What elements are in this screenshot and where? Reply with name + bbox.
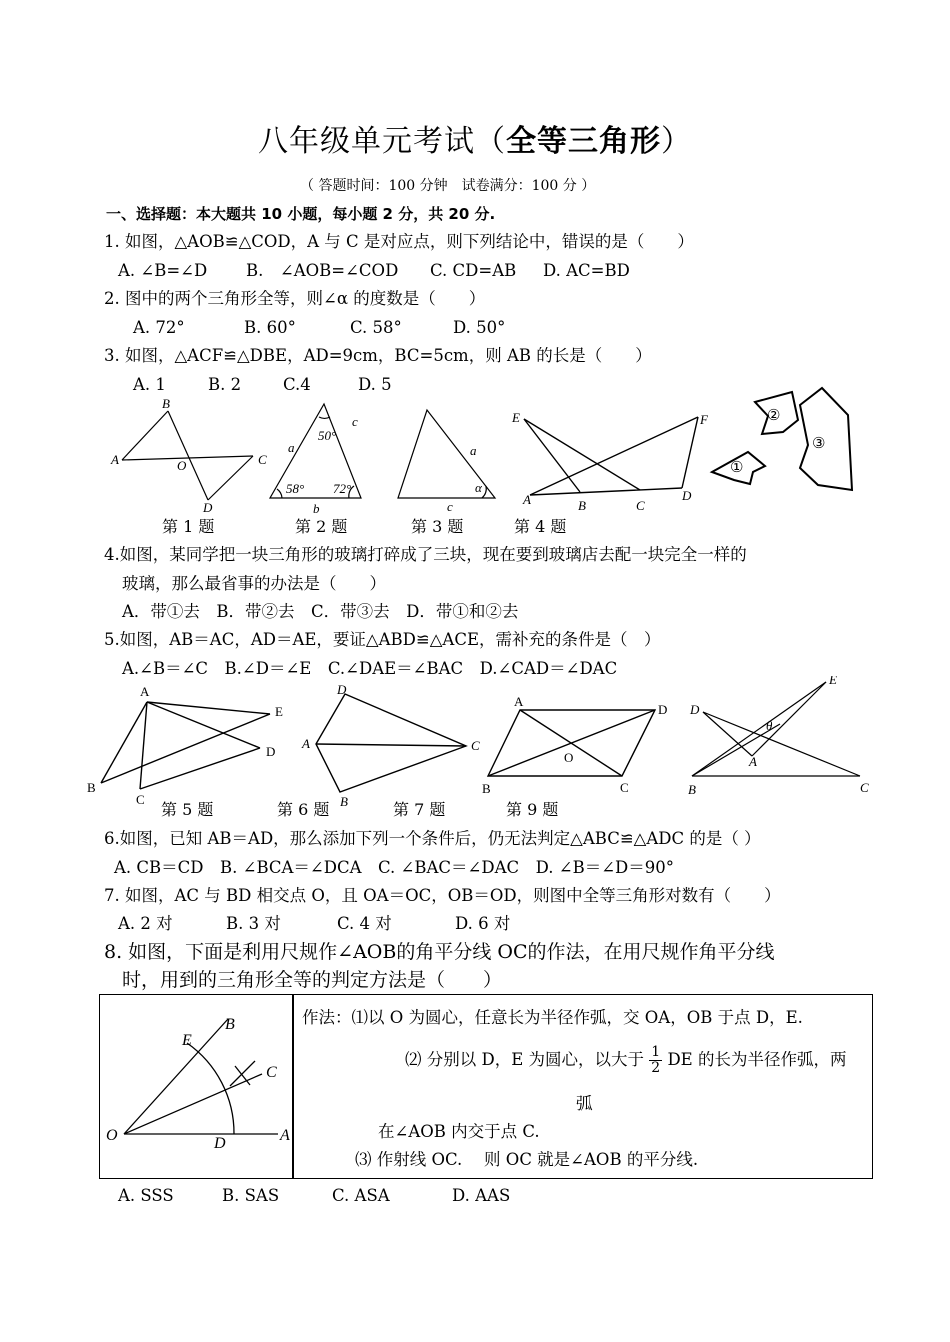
q6-options: A. CB＝CD B. ∠BCA＝∠DCA C. ∠BAC＝∠DAC D. ∠B＝∠D＝90° <box>114 858 675 877</box>
q8-box-divider <box>292 994 294 1179</box>
figures-row-1 <box>0 380 950 540</box>
q1-option-d: D. AC=BD <box>543 261 630 280</box>
fig8-label-e: E <box>182 1032 192 1049</box>
q8-stem-line1: 8. 如图，下面是利用尺规作∠AOB的角平分线 OC的作法，在用尺规作角平分线 <box>104 941 775 963</box>
q7-stem: 7. 如图，AC 与 BD 相交点 O，且 OA＝OC，OB＝OD，则图中全等三角形对数有（ ） <box>104 886 781 905</box>
fig1-label-o: O <box>177 458 187 473</box>
fig9-label-c: C <box>860 780 869 795</box>
q4-options: A．带①去 B．带②去 C．带③去 D．带①和②去 <box>122 602 519 621</box>
q5-options: A.∠B＝∠C B.∠D＝∠E C.∠DAE＝∠BAC D.∠CAD＝∠DAC <box>122 659 618 678</box>
q3-option-d: D. 5 <box>358 375 392 394</box>
figure-q1 <box>122 411 253 500</box>
q8-option-a: A. SSS <box>118 1186 174 1205</box>
glass-piece-1: ① <box>730 458 744 476</box>
q1-option-b: B. ∠AOB=∠COD <box>246 261 399 280</box>
figure-q8 <box>100 995 292 1179</box>
fig9-label-e: E <box>829 676 837 687</box>
caption-q3: 第 3 题 <box>411 517 464 536</box>
q7-option-b: B. 3 对 <box>226 914 281 933</box>
fig1-label-d: D <box>203 500 213 515</box>
fig7-label-c: C <box>620 780 629 795</box>
figure-q9 <box>692 682 860 776</box>
fig4-label-c: C <box>636 498 645 513</box>
fig6-label-b: B <box>340 794 348 809</box>
caption-q4: 第 4 题 <box>514 517 567 536</box>
fig8-label-o: O <box>106 1127 118 1144</box>
q8-step-2 <box>405 1045 846 1076</box>
q8-step-2-post: DE 的长为半径作弧，两 <box>667 1050 847 1069</box>
fig5-label-b: B <box>87 780 96 795</box>
fig8-label-a: A <box>280 1127 290 1144</box>
fig2-angle-top: 50° <box>318 428 337 443</box>
q7-option-a: A. 2 对 <box>118 914 173 933</box>
q2-option-c: C. 58° <box>350 318 402 337</box>
fig2-label-a: a <box>288 440 295 455</box>
page-title <box>0 122 950 162</box>
fig8-label-d: D <box>214 1135 226 1152</box>
fig9-label-d: D <box>690 702 700 717</box>
q5-stem: 5.如图，AB＝AC，AD＝AE，要证△ABD≌△ACE，需补充的条件是（ ） <box>104 630 661 649</box>
q8-step-3: ⑶ 作射线 OC. 则 OC 就是∠AOB 的平分线. <box>355 1150 699 1169</box>
q6-stem: 6.如图，已知 AB＝AD，那么添加下列一个条件后，仍无法判定△ABC≌△ADC 的是（ ） <box>104 829 761 848</box>
fig9-label-a: A <box>749 754 757 769</box>
caption-q7: 第 7 题 <box>393 800 446 819</box>
q3-option-c: C.4 <box>283 375 311 394</box>
q3-stem: 3. 如图，△ACF≌△DBE，AD=9cm，BC=5cm，则 AB 的长是（ ） <box>104 346 652 365</box>
fig3-label-c: c <box>447 499 453 514</box>
fig1-label-c: C <box>258 452 267 467</box>
q8-step-2-cont: 弧 <box>576 1094 593 1113</box>
fig7-label-d: D <box>658 702 668 717</box>
q8-option-b: B. SAS <box>222 1186 280 1205</box>
fig4-label-b: B <box>578 498 586 513</box>
fig9-label-b: B <box>688 782 696 797</box>
q1-option-c: C. CD=AB <box>430 261 517 280</box>
fig7-label-b: B <box>482 781 491 796</box>
title-bold: 全等三角形 <box>506 124 661 159</box>
q8-stem-line2: 时，用到的三角形全等的判定方法是（ ） <box>122 969 503 991</box>
fig2-label-c: c <box>352 414 358 429</box>
glass-piece-3: ③ <box>812 434 826 452</box>
q4-stem-line2: 玻璃，那么最省事的办法是（ ） <box>122 574 386 593</box>
q8-step-2-end: 在∠AOB 内交于点 C. <box>378 1122 540 1141</box>
q7-option-c: C. 4 对 <box>337 914 392 933</box>
fig4-label-d: D <box>682 488 692 503</box>
fig5-label-e: E <box>275 704 283 719</box>
q2-stem: 2. 图中的两个三角形全等，则∠α 的度数是（ ） <box>104 289 486 308</box>
fig6-label-c: C <box>471 738 480 753</box>
q2-option-d: D. 50° <box>453 318 506 337</box>
fig5-label-a: A <box>140 684 150 699</box>
caption-q9: 第 9 题 <box>506 800 559 819</box>
fig2-angle-right: 72° <box>333 481 352 496</box>
fig7-label-a: A <box>514 694 524 709</box>
caption-q2: 第 2 题 <box>295 517 348 536</box>
fraction-half <box>649 1045 662 1076</box>
fig1-label-a: A <box>111 452 119 467</box>
fig2-label-b: b <box>313 501 320 516</box>
q1-stem: 1. 如图，△AOB≌△COD，A 与 C 是对应点，则下列结论中，错误的是（ ） <box>104 232 694 251</box>
fig6-label-d: D <box>337 682 347 697</box>
fig5-label-d: D <box>266 744 276 759</box>
fig5-label-c: C <box>136 792 145 807</box>
q8-step-1: 作法：⑴以 O 为圆心，任意长为半径作弧，交 OA，OB 于点 D，E. <box>302 1008 803 1027</box>
glass-piece-2: ② <box>767 406 781 424</box>
title-close: ） <box>661 124 692 159</box>
fig3-label-a: a <box>470 443 477 458</box>
figures-row-2 <box>0 676 950 826</box>
fig9-theta: θ <box>766 718 773 733</box>
figure-q7 <box>488 710 655 776</box>
fig4-label-a: A <box>523 492 531 507</box>
q1-option-a: A. ∠B=∠D <box>118 261 208 280</box>
q8-step-2-pre: ⑵ 分别以 D，E 为圆心，以大于 <box>405 1050 645 1069</box>
fig8-label-b: B <box>225 1016 235 1033</box>
q2-option-b: B. 60° <box>244 318 296 337</box>
fig6-label-a: A <box>302 736 310 751</box>
section-heading: 一、选择题：本大题共 10 小题，每小题 2 分，共 20 分. <box>106 205 496 223</box>
q3-option-a: A. 1 <box>133 375 166 394</box>
figure-q6 <box>316 694 466 792</box>
q8-option-c: C. ASA <box>332 1186 390 1205</box>
caption-q6: 第 6 题 <box>277 800 330 819</box>
q8-option-d: D. AAS <box>452 1186 511 1205</box>
fig4-label-e: E <box>512 410 520 425</box>
q3-option-b: B. 2 <box>208 375 242 394</box>
fraction-numerator: 1 <box>651 1044 661 1060</box>
figure-q5 <box>101 702 270 789</box>
fig2-angle-left: 58° <box>286 481 305 496</box>
fig7-label-o: O <box>564 750 574 765</box>
fig8-label-c: C <box>266 1064 277 1081</box>
caption-q1: 第 1 题 <box>162 517 215 536</box>
q2-option-a: A. 72° <box>133 318 185 337</box>
q4-stem-line1: 4.如图，某同学把一块三角形的玻璃打碎成了三块，现在要到玻璃店去配一块完全一样的 <box>104 545 747 564</box>
q7-option-d: D. 6 对 <box>455 914 511 933</box>
fig3-alpha: α <box>475 480 482 495</box>
subtitle: （ 答题时间：100 分钟 试卷满分：100 分 ） <box>300 178 596 194</box>
title-text: 八年级单元考试（ <box>258 124 506 159</box>
fig1-label-b: B <box>162 396 170 411</box>
caption-q5: 第 5 题 <box>161 800 214 819</box>
fraction-denominator: 2 <box>651 1060 661 1076</box>
figure-q4 <box>524 417 698 495</box>
fig4-label-f: F <box>700 412 708 427</box>
